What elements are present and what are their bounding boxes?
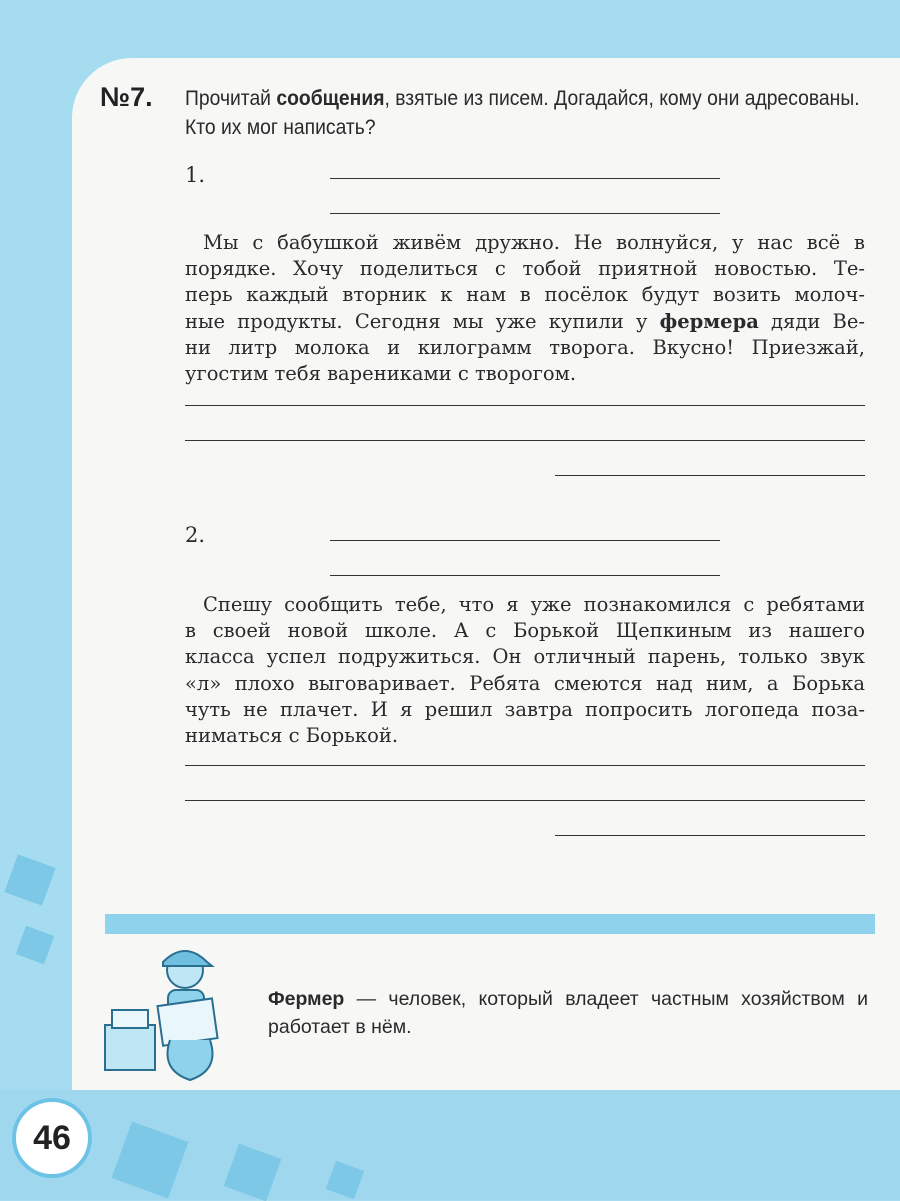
text-line: Спешу сообщить тебе, что я уже познакомился с ребятами [203,593,865,616]
answer-line[interactable] [555,835,865,836]
answer-line[interactable] [185,405,865,406]
text-line [185,309,865,335]
text-line: Мы с бабушкой живём дружно. Не волнуйся, у нас всё в [203,231,865,254]
bold-term: фермера [659,309,759,333]
definition [268,985,868,1041]
task-text: Прочитай [185,87,277,110]
divider-stripe [105,914,875,934]
text-part: дяди Ве- [758,309,865,333]
letter-text-1 [185,230,865,387]
definition-term: Фермер [268,988,345,1010]
answer-line[interactable] [330,575,720,576]
text-line: порядке. Хочу поделиться с тобой приятной новостью. Те- [185,257,865,281]
bottom-band [0,1090,900,1200]
answer-line[interactable] [555,475,865,476]
task-bold-word: сообщения [276,87,385,110]
letter-text-2 [185,592,865,749]
task-text: , взятые из писем. Догадайся, кому они адресованы. Кто их мог написать? [185,87,860,139]
answer-line[interactable] [185,765,865,766]
reading-boy-illustration [100,940,250,1090]
item-number: 1. [185,163,206,187]
answer-line[interactable] [185,440,865,441]
answer-line[interactable] [330,213,720,214]
text-line: перь каждый вторник к нам в посёлок будут возить молоч- [185,283,865,307]
decor-square [16,926,54,964]
text-line: ниматься с Борькой. [185,724,399,748]
decor-square [224,1144,282,1201]
text-line: угостим тебя варениками с творогом. [185,362,577,386]
answer-line[interactable] [330,540,720,541]
decor-square [112,1122,189,1199]
item-number: 2. [185,523,206,547]
decor-square [326,1161,364,1199]
text-part: ные продукты. Сегодня мы уже купили у [185,309,660,333]
definition-text: — человек, который владеет частным хозяйством и работает в нём. [268,988,868,1038]
answer-line[interactable] [185,800,865,801]
task-number: №7. [100,82,153,112]
answer-line[interactable] [330,178,720,179]
text-line: класса успел подружиться. Он отличный парень, только звук [185,645,865,669]
task-instruction [185,84,870,142]
text-line: чуть не плачет. И я решил завтра попросить логопеда поза- [185,697,865,721]
page-number: 46 [12,1098,92,1178]
text-line: ни литр молока и килограмм творога. Вкусно! Приезжай, [185,335,865,359]
decor-square [4,854,55,905]
text-line: в своей новой школе. А с Борькой Щепкиным из нашего [185,619,865,643]
text-line: «л» плохо выговаривает. Ребята смеются над ним, а Борька [185,671,865,695]
